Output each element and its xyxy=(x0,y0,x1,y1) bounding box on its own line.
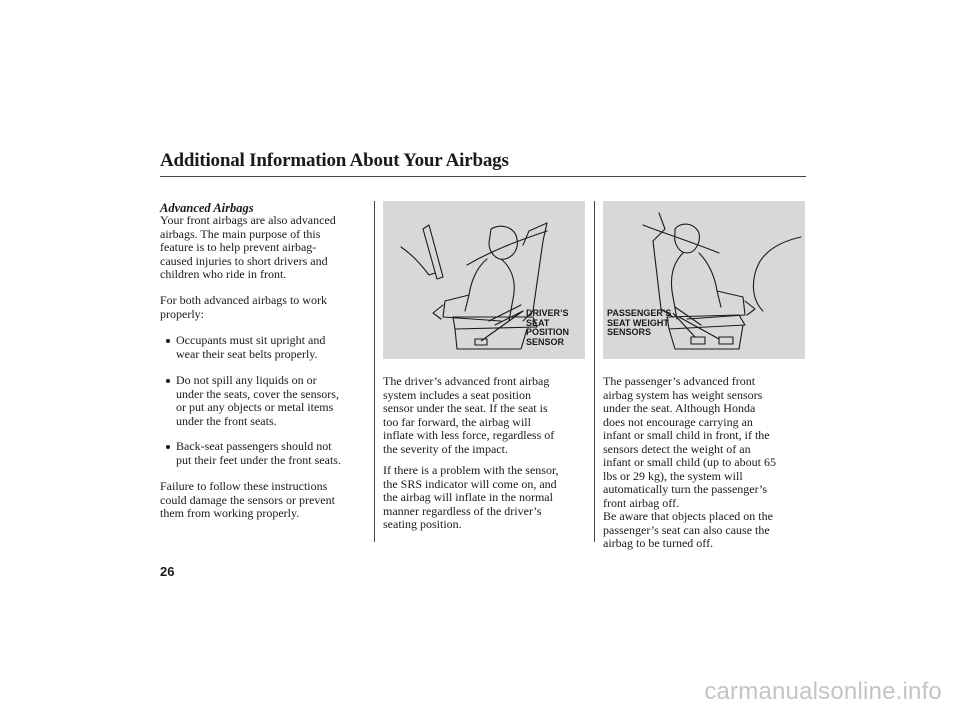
driver-sensor-callout: DRIVER’S SEAT POSITION SENSOR xyxy=(526,308,570,347)
section-heading: Advanced Airbags xyxy=(160,201,254,215)
driver-paragraph-2: If there is a problem with the sensor, the SRS indicator will come on, and the airbag will inflate in the normal manner regardless of the driver’s seating position. xyxy=(383,463,559,531)
column-divider-2 xyxy=(594,201,595,542)
driver-paragraph-1: The driver’s advanced front airbag system includes a seat position sensor under the seat. If the seat is too far forward, the airbag will inflate with less force, regardless of the severity of the impact. xyxy=(383,374,555,456)
passenger-seat-illustration xyxy=(603,201,805,359)
lead-paragraph: For both advanced airbags to work properly: xyxy=(160,293,327,321)
title-divider xyxy=(160,176,806,177)
page-title: Additional Information About Your Airbags xyxy=(160,150,509,171)
bullet-text: Back-seat passengers should not put their feet under the front seats. xyxy=(176,439,341,467)
bullet-dot-icon xyxy=(166,445,170,449)
bullet-text: Do not spill any liquids on or under the seats, cover the sensors, or put any objects or metal items under the front seats. xyxy=(176,373,339,428)
driver-seat-illustration xyxy=(383,201,585,359)
passenger-paragraph-2: Be aware that objects placed on the passenger’s seat can also cause the airbag to be turned off. xyxy=(603,509,773,550)
passenger-sensor-callout: PASSENGER’S SEAT WEIGHT SENSORS xyxy=(607,308,672,337)
intro-paragraph: Your front airbags are also advanced airbags. The main purpose of this feature is to help prevent airbag- caused injuries to short drivers and children who ride in front. xyxy=(160,213,336,281)
bullet-dot-icon xyxy=(166,339,170,343)
closing-paragraph: Failure to follow these instructions could damage the sensors or prevent them from working properly. xyxy=(160,479,335,520)
watermark: carmanualsonline.info xyxy=(704,678,942,705)
bullet-text: Occupants must sit upright and wear their seat belts properly. xyxy=(176,333,326,361)
passenger-paragraph-1: The passenger’s advanced front airbag system has weight sensors under the seat. Although Honda does not encourage carrying an infant or small child in front, if the sensors detect the weight of an infant or small child (up to about 65 lbs or 29 kg), the system will automatically turn the passenger’s front airbag off. xyxy=(603,374,776,510)
column-divider-1 xyxy=(374,201,375,542)
page-number: 26 xyxy=(160,564,175,579)
bullet-dot-icon xyxy=(166,379,170,383)
